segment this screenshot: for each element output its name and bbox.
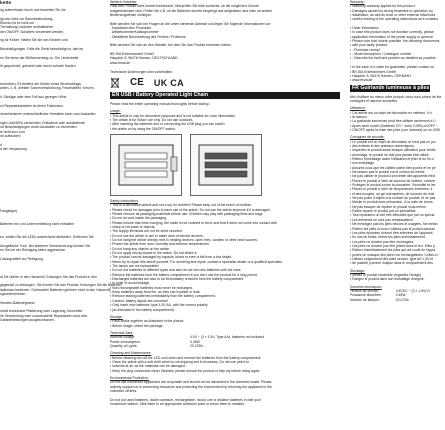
text-line: www.brsia.de — [110, 60, 131, 65]
text-line: ▪ Please ensure that when hanging, the cable is not crushed or bent, and that it does not come into contact with — [110, 220, 277, 225]
text-line: ▪ Ne pas essayer de réparer le produit vous-même. — [350, 204, 427, 209]
tech-heading: Technical Data: — [110, 330, 134, 335]
text-line: actively support us in conserving resources and protecting the environment by returning the appliance to the — [110, 384, 272, 389]
text-line: nd Beschädigungen durch Auslaufen zu vermeiden. — [0, 125, 78, 130]
text-line: en, sollten Sie die LEDs ausreichend abdichten. Entfernen Sie — [0, 235, 94, 240]
text-line: ▪ Only insert new batteries, type 1.5V AA, with the correct polarity — [110, 303, 208, 308]
stockage-lines — [350, 273, 430, 282]
text-line: ch Reparaturarbeiten an einen Fachmann. — [0, 103, 64, 108]
battery-insert-icon — [191, 135, 261, 195]
text-line: ▪ After inserting the batteries and or connecting the USB plug you can switch — [110, 122, 225, 127]
text-line: Technische Änderungen sind vorbehalten. — [110, 69, 174, 74]
text-line: ▪ Cet article est un objet de décoration en intérieur. Il n' — [350, 110, 433, 115]
text-line: Hauptstr. 8, 96476 Hansen, DEUTSCHLAND — [110, 56, 178, 61]
text-line: ▪ Before cleaning turn off the LED cool down and remove the batteries from the battery compartment. — [110, 355, 262, 360]
text-line: ▪ Mettez le produit ensemble (regardez l'image). — [350, 272, 422, 277]
text-line: ▪ Clean the article with a soft cloth which is not dripping wet if necessary. Do not use petrol or — [110, 359, 250, 364]
text-line: ▪ Ne pas utiliser le produit à proximité des appareils élect — [350, 174, 436, 179]
text-line: anten, z. B. direkter Sonneneinstrahlung, Feuerstellen, Kerzen, — [0, 86, 95, 91]
text-line: Garantieleistungen ausgeschlossen. — [0, 317, 55, 322]
tech-value: 20 LEDs — [395, 297, 409, 302]
text-line: en Sie bei der Reinigung keine aggressiven — [0, 248, 66, 253]
tech-key: Quantity of Lights: — [110, 343, 138, 348]
text-line: Bitte wenden Sie sich bei Fragen an die unten stehende Adresse und legen Sie folgende Informationen vor: — [110, 21, 272, 26]
text-line: ▪ careful reading of the operating instructions as it contains — [350, 17, 438, 22]
stockage-heading: Stockage: — [350, 268, 366, 273]
battery-box-figure-open — [190, 134, 262, 196]
clean-heading: Cleaning and Maintenance: — [110, 351, 152, 356]
text-line: ngsunternehmen — [0, 291, 26, 296]
wheelie-bin-icon — [110, 77, 120, 89]
french-section-title: FR Guirlande lumineuse à piles / USB — [352, 84, 445, 91]
text-line: ▪ Remove leaking batteries immediately from the battery compartment. — [110, 294, 216, 299]
text-line: Bitte wenden Sie sich an den Händler, bei dem Sie das Produkt erworben haben. — [110, 43, 232, 48]
text-line: ▪ the article on by using the ON/OFF switch. — [110, 126, 176, 131]
tech-value: 0.45W — [395, 293, 406, 298]
weitere-heading: Weitere Hinweise: — [110, 0, 138, 4]
text-line: ▪ Protégez le produit contre la poussière, l'humidité et les — [350, 183, 436, 188]
text-line: lt, Schläge oder dem Fall aus geringer Höhe — [0, 94, 67, 99]
text-line: ▪ Protect the article from dust, humidity and extreme temperatures. — [110, 242, 210, 247]
text-line: Do not use household appliances are recyclable and should not be discarded in the domestic waste. Please — [110, 380, 272, 385]
util-lines — [350, 110, 440, 133]
tech-key: Power consumption: — [110, 339, 141, 344]
english-column — [110, 0, 340, 430]
text-line: ▪ Please check for damages prior to each use of the article. Do not use the article anymore if it is damaged. — [110, 207, 271, 212]
weitere-lines — [110, 4, 340, 74]
text-line: ▪ Rangez le produit dans son emballage d'origine. — [350, 277, 425, 282]
text-line: ▪ Faites réparer le produit par un spécialiste. — [350, 209, 417, 214]
text-line: ▪ Do not hang the article directly next to heating devices, open fires, candles or other heat sources. — [110, 238, 258, 242]
text-line: Do not put used batteries, nickel cadmium, rechargeable, mould one or alkaline batteries in with your — [110, 397, 261, 402]
text-line: ▪ Statutory warranty applies for this product. — [350, 4, 416, 9]
text-line: ▪ Discharged batteries are also to be immediately removed from the battery compartment — [110, 277, 244, 282]
safety-lines — [110, 203, 340, 312]
text-line: at Sie dürfen in den Hausmüll. Entsorgen Sie das Produkt in den — [0, 274, 97, 279]
clean-lines — [110, 356, 340, 373]
text-line: ng für Kinder. Halten Sie sie von Kindern und — [0, 38, 68, 43]
text-line: ▪ Do not use the article in wet or water area of electric devices. — [110, 233, 204, 238]
text-line: Bedienungsfehler vorliegen. — [110, 13, 153, 18]
text-line: ▪ Remove the batteries from the battery compartment if you don't use the product for a long period. — [110, 272, 258, 277]
text-line: ▪ BR-SIA Entertainment GmbH — [350, 69, 397, 74]
french-intro: Afin d'utiliser au mieux votre produit, nous vous prions de lire — [350, 94, 442, 99]
text-line: ▪ Hauptstr. 8, 96476 Hansen, GERMANY — [350, 73, 412, 78]
text-line: ▪ Les éléments ne sont pas remplaçables! — [350, 217, 413, 222]
text-line: ie nicht kurz und — [0, 129, 25, 134]
text-line: Falls das Produkt nicht korrekt funktioniert, überprüfen Sie bitte zunächst, ob die möglichen Gründe — [110, 4, 259, 9]
text-line: ▪ Les piles ne doivent pas être rechargées. — [350, 239, 415, 244]
text-line: Lösungsmittel zur Reinigung. — [0, 257, 44, 262]
text-line: d — [0, 142, 2, 147]
text-line: ▪ www.brsia.de — [350, 78, 373, 83]
text-line: household rubbish. Take them to an appropriate collection point or return them to retailers. — [110, 402, 246, 407]
text-line: igt und nicht zur Raumbeleuchtung — [0, 16, 53, 21]
text-line: ▪ Other Information: — [350, 26, 380, 31]
text-line: d der Verpackung — [0, 147, 27, 151]
text-line: Batterien ein und Lederverkettung nicht enthalten — [0, 222, 75, 227]
text-line: ▪ Ne pas poser d'objets à la surface du produit, et ne pas — [350, 196, 436, 201]
battery-figures — [110, 134, 340, 196]
text-line: Ausgeflanke Tuch. Bei stärkerer Verschmutzung können Sie — [0, 244, 91, 249]
text-line: ▪ Do not apply strong impact to the article. Do not shake it. — [110, 251, 198, 256]
text-line: ▪ Do not hang any objects on the article. — [110, 246, 171, 251]
tech-key: Nominal voltage: — [110, 335, 136, 340]
text-line: ▪ Utilisez uniquement des piles neuves, type AA 1,5V et — [350, 256, 434, 261]
english-section-title: EN USB / Battery Operated Light Chain — [110, 92, 340, 99]
text-line: ▪ - Model description / Catalogue number — [350, 52, 412, 57]
env-heading: Environmental Protection: — [110, 375, 149, 380]
text-line: - Artikelnummer/Katalognummer — [110, 30, 159, 35]
german-heading: kette — [0, 1, 12, 6]
text-line: ▪ Non-rechargeable batteries must never be recharged. — [110, 285, 193, 290]
text-line: ▪ In case this product does not function correctly, please — [350, 30, 434, 35]
text-line: ▪ Tout réparation ou fait être effectuée que par un spécia — [350, 213, 435, 218]
text-line: ▪ Before usage, check the package. — [110, 323, 164, 328]
text-line: ▪ The supply terminals are not be short circuited. — [110, 229, 183, 234]
tech-value: 0.45W — [190, 339, 200, 344]
text-line: ▪ En cas de fuites, retirez les piles immédiatement. — [350, 235, 426, 240]
text-line: verschiedenen unterschiedlicher Hersteller kann zum Auslaufen — [0, 112, 96, 117]
text-line: ▪ application information of the power supply or general — [350, 34, 433, 39]
text-line: ht gequetscht, geknickt oder durch scharfe Kanten — [0, 64, 76, 69]
util-heading: Utilisation: — [350, 106, 366, 111]
text-line: ▪ This article is only for decorative purposes and is not suitable for room illumination. — [110, 113, 237, 118]
text-line: ▪ Le produit est un objet de décoration et n'est pas un jou — [350, 139, 436, 144]
text-line: ▪ In the case of a claim for guarantee, please contact us: — [350, 65, 435, 70]
german-lines — [0, 8, 100, 151]
text-line: ▪ The lamps are not replaceable! — [110, 264, 159, 269]
text-line: ▪ sharp or hot parts or objects. — [110, 224, 156, 229]
storage-lines — [110, 319, 340, 328]
tech-value: 4.5VDC ~ (3 × 1.5V) D — [395, 288, 430, 293]
text-line: gsgemäß zu entsorgen. Sie können Sie das Produkt. Entsorgen Sie die Batterien — [0, 283, 122, 288]
storage-heading: Storage: — [110, 314, 123, 319]
tech-key: Tension de service: — [350, 288, 380, 293]
text-line: ▪ Les piles ne doivent pas être jetées dans le feu. Elles p — [350, 243, 435, 248]
text-line: ▪ Manier le produit avec précaution. À la suite de chocs, — [350, 200, 434, 205]
fr-tech-heading: Données techniques: — [350, 284, 382, 289]
text-line: ausgeschlossen sind. Prüfen Sie z.B. ob die Batterien korrekt eingelegt und aufgeladen sind oder ob andere — [110, 8, 273, 13]
env-lines — [110, 380, 340, 406]
french-intro-2: consignes et astuces suivantes. — [350, 98, 398, 103]
text-line: ngen (ca/NiZN) verwenden. Entladene oder auslaufende — [0, 120, 85, 125]
text-line: sen ON/OFF-Schalters verwendet werden. — [0, 29, 65, 34]
text-line: ▪ - Purchase receipt — [350, 47, 380, 52]
usage-lines — [110, 114, 340, 131]
text-line: ▪ La guirlande lumineuse peut être utilisée seulement à l'i — [350, 119, 436, 124]
text-line: ▪ solvents at all, as the materials can be damaged. — [110, 364, 186, 369]
text-line: - Kaufdatum des Produktes — [110, 26, 152, 31]
warranty-lines — [350, 4, 440, 83]
tech-value: 4.5V ~ (3 × 1.5V, Type AA), batteries not included — [190, 335, 265, 340]
text-line: BR-SIA Entertainment GmbH — [110, 52, 154, 57]
text-line: ▪ Retirez immédiatement les piles qui ont coulé de l'appa — [350, 248, 435, 253]
left-figure-space — [0, 151, 100, 209]
text-line: ▪ ON/OFF après la mise des piles (non incluses) ou en USB — [350, 127, 440, 132]
text-line: ng aufmerksam durch und beachten Sie die — [0, 8, 66, 12]
text-line: en Sie diese der Müllverwertung zu. Die Lichterkette — [0, 55, 79, 60]
fr-tech-table — [350, 289, 430, 302]
text-line: nd auflauden! — [0, 133, 21, 138]
text-line: ▪ Après avoir ouvert (Batteries CR ~ et/ou l'USB) on/OFF ~ — [350, 123, 438, 128]
text-line: ▪ dommage, le produit ne doit plus jamais être utilisé. — [350, 152, 430, 157]
text-line: ▪ de polarité (comme indiqué dans le compartiment des — [350, 261, 433, 266]
text-line: ntuell technische Plattierung oder Lagerung, Inkorrekte — [0, 309, 83, 314]
text-line: Tierhaltung) und/oder andhaltlichen — [0, 25, 54, 30]
text-line: ▪ Do not mix batteries of different types and also do not mix new batteries with old ones. — [110, 268, 242, 273]
french-column — [350, 0, 445, 430]
tech-value: 20 LEDs — [190, 343, 204, 348]
text-line: ▪ Please remove all packaging materials before use. Children may play with packaging films and bags. — [110, 211, 264, 216]
text-line: - Detaillierte Beschreibung des Fehlers / Problems — [110, 34, 186, 39]
battery-box-figure-closed — [110, 134, 182, 196]
text-line: ▪ with your faulty product: — [350, 43, 388, 48]
text-line: ▪ Keep batteries away from fire, as they can explode or leak. — [110, 290, 201, 295]
text-line: ▪ - Describe the fault and problem as detailed as possible — [350, 56, 436, 61]
text-line: ▪ son emballage. — [350, 161, 376, 166]
text-line: ▪ Never try to repair this article yourself. For servicing and repair, contact a specialist dealer or a qualified specialist. — [110, 259, 283, 264]
ce-mark: CE — [130, 76, 144, 88]
tech-row — [350, 298, 430, 302]
text-line: ▪ Caution: battery liquids are corrosive! — [110, 298, 169, 303]
text-line: ▪ Retirez l'emballage avant l'utilisation et jeter le en fin d — [350, 157, 434, 161]
text-line: Hinweis-Batteriegesetz — [0, 300, 35, 305]
text-line: ▪ The product can be damaged by impacts, blows or even a fall from a low height. — [110, 255, 233, 260]
text-line: ▪ in order to avoid leakage. — [110, 281, 151, 286]
battery-compartment-icon — [111, 135, 181, 195]
text-line: ladkusam bedienen. Gebrauchte Batterien gehören nicht in den Hausmüll — [0, 287, 111, 292]
safety-heading: Safety Instructions — [110, 198, 138, 203]
text-line: ▪ Keep the plug connection clean. Besides, please ensure the product is fully dry before using again. — [110, 368, 261, 373]
text-line: ▪ Ne laissez pas le produit sur le cordon lui-même. — [350, 170, 426, 175]
text-line: ▪ installation, as well as force or other external influences — [350, 13, 436, 18]
text-line: ▪ The article is for indoor use only. Do not use outdoors. — [110, 117, 194, 122]
text-line: ▪ This is a decoration article and not a toy for children! Please keep out of the reach of children. — [110, 203, 253, 208]
text-line: ▪ Please note that, where possible, the following documents — [350, 39, 440, 44]
text-line: ▪ Inspectez le produit avant chaque utilisation pour vérifie — [350, 148, 436, 153]
usage-heading: Usage: — [110, 109, 121, 114]
text-line: ▪ Retirez les piles si vous n'utilisez pas le produit pendan — [350, 226, 435, 231]
text-line: ▪ Damages caused by wrong treatment or operation, by — [350, 8, 433, 13]
securite-heading: Consignes de sécurité: — [350, 135, 385, 140]
conformity-marks — [110, 76, 340, 90]
text-line: ▪ Assurez-vous que les câbles soient bien posés et ne pe — [350, 165, 436, 170]
tech-table — [110, 335, 340, 348]
text-line: Beschädigungen. Falls die Gerät beschädigt ist, darf es — [0, 47, 84, 52]
text-line: collection centres. — [110, 389, 138, 393]
ukca-mark: UK CA — [153, 77, 184, 88]
text-line: Ebenso ist es nicht zur — [0, 21, 35, 26]
text-line: ▪ (as indicated in the battery compartment). — [110, 307, 175, 312]
text-line: he Verwendung oder unautorisierte Reparaturen sind oder — [0, 313, 88, 318]
text-line: ▪ Pass article together as illustrated in the picture. — [110, 319, 185, 324]
warranty-heading: Warranty: — [350, 0, 365, 4]
text-line: ▪ Ne mélangez pas les piles neuves et usagées. Ne mélan — [350, 222, 438, 227]
tech-key: Nombre de lampes: — [350, 297, 380, 302]
text-line: ▪ des enfants et des animaux domestiques. — [350, 143, 415, 148]
english-intro: Please read the entire operating manual thoroughly before startup. — [110, 101, 210, 106]
text-line: Fangkegel) — [0, 209, 17, 214]
text-line: eschützen. Es bedient die Gefahr eines Stromschlags, — [0, 81, 82, 86]
text-line: ▪ portez un masque des piles non rechargeables. Celles-ci — [350, 252, 438, 257]
text-line: ▪ Do not let cord inside the packaging. — [110, 216, 167, 221]
text-line: ▪ la maison. — [350, 114, 368, 119]
securite-lines — [350, 139, 438, 266]
text-line: ▪ Placez le produit à l'abri de sources de chaleur, comme — [350, 178, 436, 183]
tech-key: Puissance absorbée: — [350, 293, 382, 298]
text-line: ▪ Les piles épuisées doivent être enlevées de l'appareil. — [350, 230, 434, 235]
text-line: ▪ Placez le produit à l'abri de températures extrêmes, d — [350, 187, 433, 192]
text-line: ▪ et des bougies, du gel intempéries, de sources de chal — [350, 191, 435, 196]
